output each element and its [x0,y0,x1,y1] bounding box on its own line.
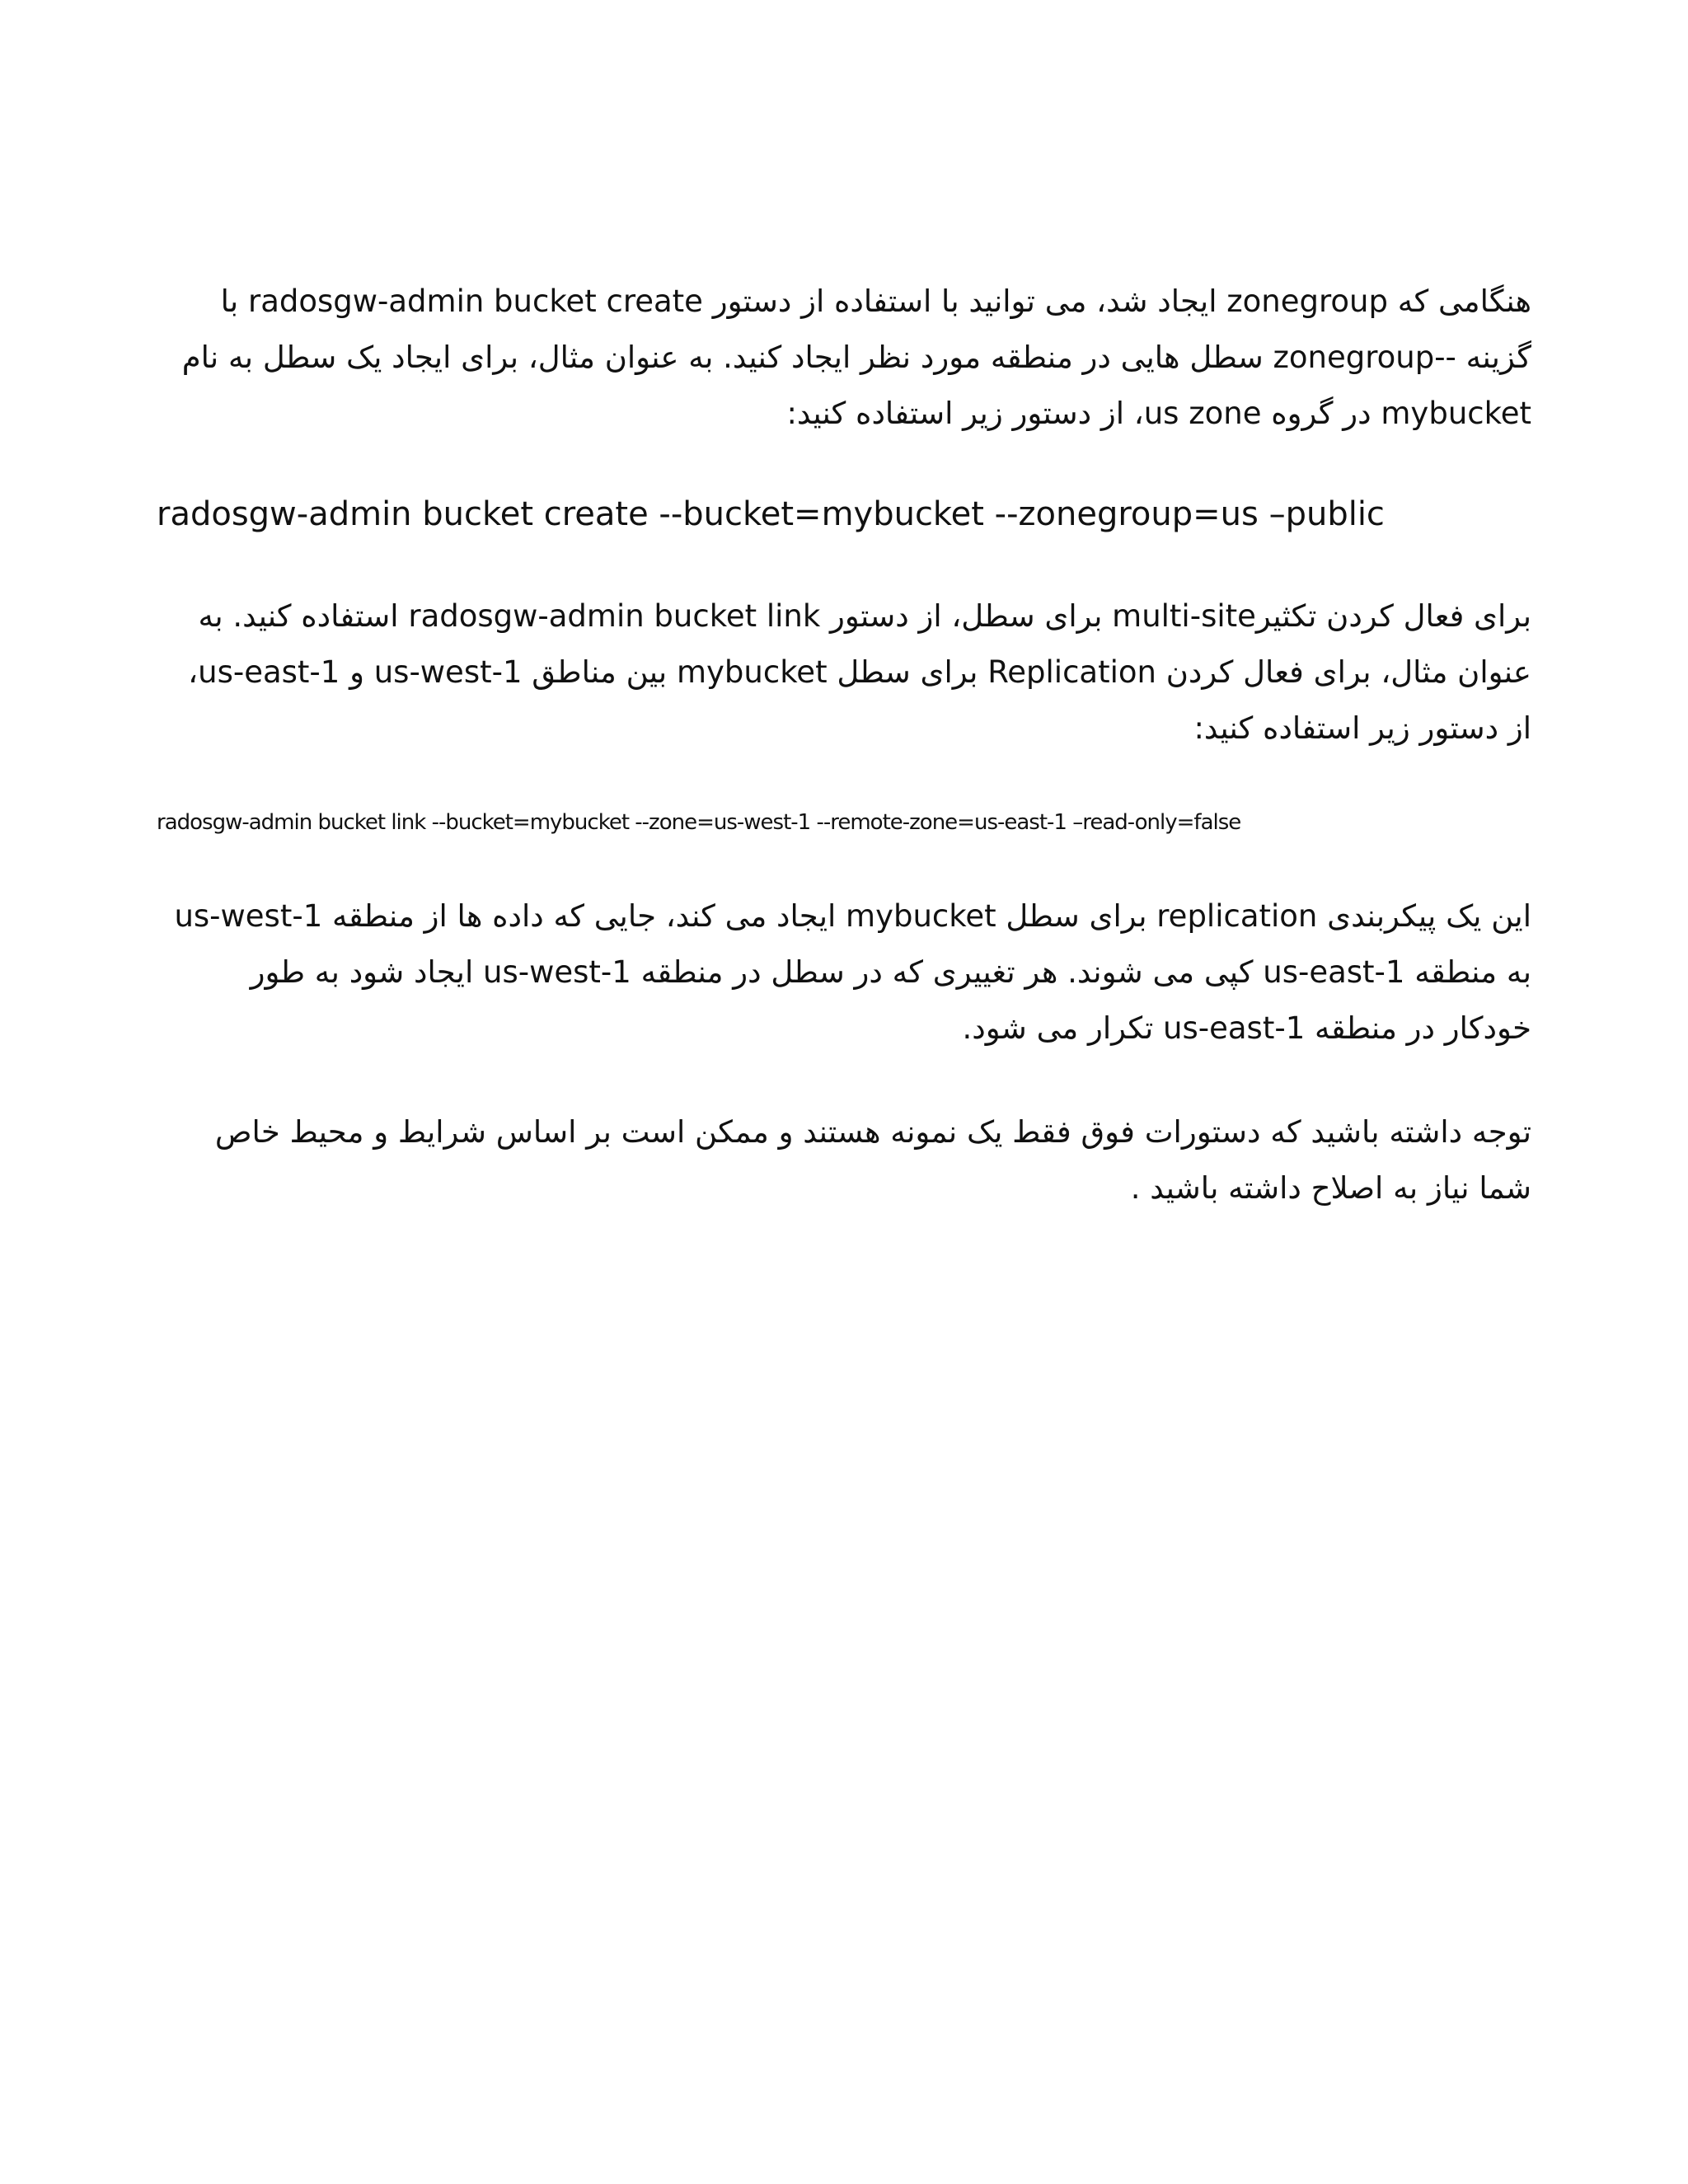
paragraph-zonegroup-bucket-create: هنگامی که zonegroup ایجاد شد، می توانید با استفاده از دستور radosgw-admin bucket create با گزینه --zonegroup سطل هایی در منطقه مورد نظر ایجاد کنید. به عنوان مثال، برای ایجاد یک سطل به نام mybucket در گروه us zone، از دستور زیر استفاده کنید: [181,284,1531,431]
paragraph-multisite-replication: برای فعال کردن تکثیرmulti-site برای سطل، از دستور radosgw-admin bucket link استفاده کنید. به عنوان مثال، برای فعال کردن Replication برای سطل mybucket بین مناطق us-west-1 و us-east-1، از دستور زیر استفاده کنید: [188,598,1531,746]
paragraph-replication-explanation: این یک پیکربندی replication برای سطل mybucket ایجاد می کند، جایی که داده ها از منطقه us-west-1 به منطقه us-east-1 کپی می شوند. هر تغییری که در سطل در منطقه us-west-1 ایجاد شود به طور خودکار در منطقه us-east-1 تکرار می شود. [174,898,1531,1046]
command-bucket-link: radosgw-admin bucket link --bucket=mybucket --zone=us-west-1 --remote-zone=us-east-1 –read-only=false [157,810,1241,835]
command-bucket-create: radosgw-admin bucket create --bucket=mybucket --zonegroup=us –public [157,495,1385,533]
paragraph-note: توجه داشته باشید که دستورات فوق فقط یک نمونه هستند و ممکن است بر اساس شرایط و محیط خاص شما نیاز به اصلاح داشته باشید . [214,1114,1531,1206]
